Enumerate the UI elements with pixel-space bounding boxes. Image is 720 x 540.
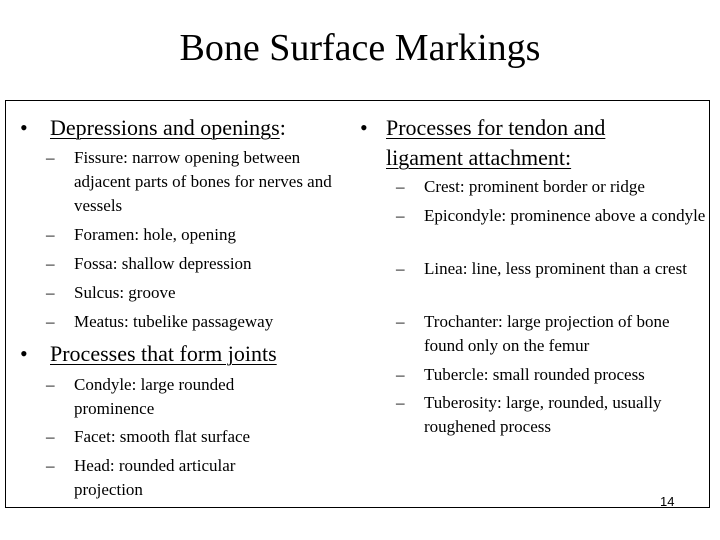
attachment-heading-line1: Processes for tendon and xyxy=(386,115,606,140)
page-number: 14 xyxy=(660,494,675,509)
list-item-text: Facet: smooth flat surface xyxy=(74,427,251,446)
list-item-text: Trochanter: large projection of bone found only on the femur xyxy=(424,312,670,355)
dash-icon: – xyxy=(46,427,55,446)
dash-icon: – xyxy=(46,283,55,302)
list-item-text: Tuberosity: large, rounded, usually roughened process xyxy=(424,393,662,436)
list-item-text: Tubercle: small rounded process xyxy=(424,365,645,384)
dash-icon: – xyxy=(396,365,405,384)
dash-icon: – xyxy=(46,225,55,244)
dash-icon: – xyxy=(396,206,405,225)
list-item-text: Fossa: shallow depression xyxy=(74,254,252,273)
list-item-text: Condyle: large rounded prominence xyxy=(74,375,235,418)
list-item-text: Crest: prominent border or ridge xyxy=(424,177,645,196)
dash-icon: – xyxy=(396,312,405,331)
list-item-text: Sulcus: groove xyxy=(74,283,176,302)
slide-title: Bone Surface Markings xyxy=(179,27,541,69)
dash-icon: – xyxy=(46,312,55,331)
list-item-text: Head: rounded articular projection xyxy=(74,456,236,499)
depressions-heading-colon: : xyxy=(279,115,286,140)
list-item-text: Epicondyle: prominence above a condyle xyxy=(424,206,706,225)
depressions-heading-label: Depressions and openings xyxy=(50,115,280,140)
dash-icon: – xyxy=(396,393,405,412)
bullet-icon: • xyxy=(360,115,368,140)
list-item-text: Fissure: narrow opening between adjacent parts of bones for nerves and vessels xyxy=(74,148,332,215)
dash-icon: – xyxy=(396,177,405,196)
dash-icon: – xyxy=(46,254,55,273)
attachment-heading-line2: ligament attachment: xyxy=(386,145,572,170)
bullet-icon: • xyxy=(20,341,28,366)
attachment-heading xyxy=(360,115,700,171)
dash-icon: – xyxy=(396,259,405,278)
dash-icon: – xyxy=(46,375,55,394)
bullet-icon: • xyxy=(20,115,28,140)
list-item-text: Foramen: hole, opening xyxy=(74,225,236,244)
dash-icon: – xyxy=(46,456,55,475)
dash-icon: – xyxy=(46,148,55,167)
list-item-text: Linea: line, less prominent than a crest xyxy=(424,259,687,278)
joints-heading-label: Processes that form joints xyxy=(50,341,277,366)
list-item-text: Meatus: tubelike passageway xyxy=(74,312,274,331)
